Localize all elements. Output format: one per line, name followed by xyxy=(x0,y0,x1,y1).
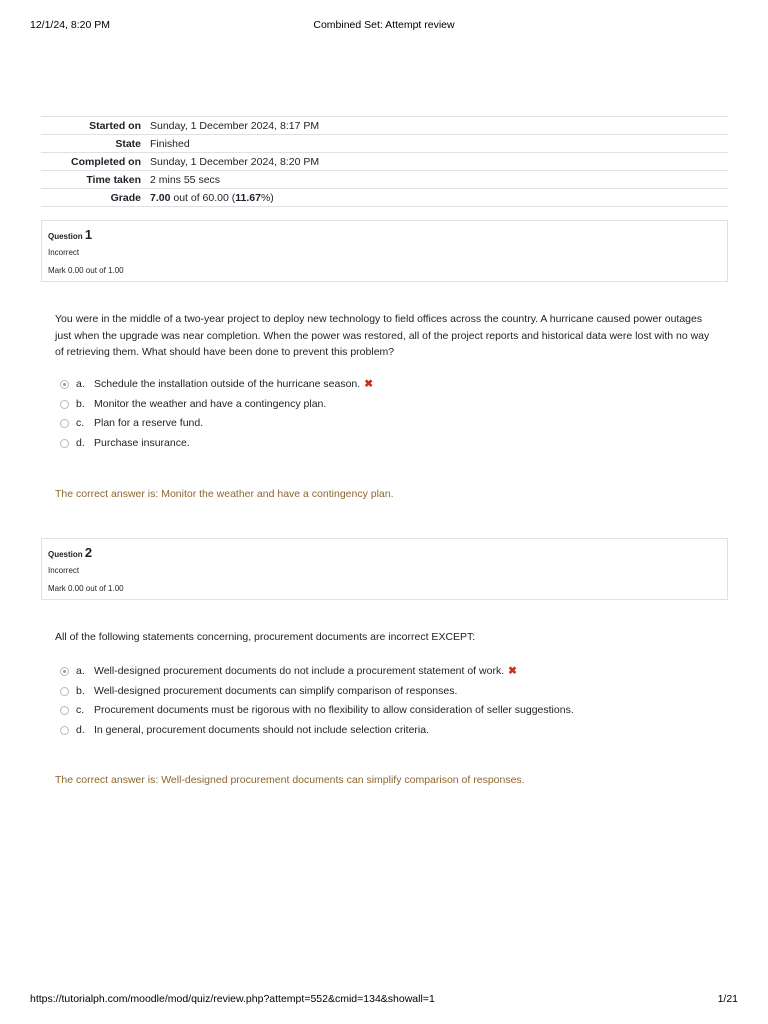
state-label: State xyxy=(115,137,141,150)
option-letter: c. xyxy=(76,704,85,716)
option-label: In general, procurement documents should not include selection criteria. xyxy=(94,723,430,736)
attempt-summary-table xyxy=(41,116,728,207)
incorrect-icon: ✖ xyxy=(364,378,373,390)
question-label: Question xyxy=(48,550,85,559)
option-letter: d. xyxy=(76,436,85,449)
started-value: Sunday, 1 December 2024, 8:17 PM xyxy=(150,119,320,132)
print-date: 12/1/24, 8:20 PM xyxy=(30,19,110,31)
question-state: Incorrect xyxy=(48,248,80,257)
summary-row-completed xyxy=(41,153,728,171)
option-label: Well-designed procurement documents do not include a procurement statement of work. xyxy=(94,665,505,677)
radio-button[interactable] xyxy=(60,687,69,696)
radio-button-checked[interactable] xyxy=(60,380,69,389)
grade-label: Grade xyxy=(110,191,141,204)
option-letter: a. xyxy=(76,378,85,390)
grade-outof: out of 60.00 ( xyxy=(170,191,236,204)
incorrect-icon: ✖ xyxy=(508,665,517,677)
correct-answer-feedback-2: The correct answer is: Well-designed procurement documents can simplify comparison of responses. xyxy=(55,774,525,786)
question-label: Question xyxy=(48,232,85,241)
page-number: 1/21 xyxy=(717,993,738,1005)
option-label: Purchase insurance. xyxy=(94,436,190,449)
print-title: Combined Set: Attempt review xyxy=(313,19,455,31)
state-value: Finished xyxy=(150,137,190,150)
question-info-2 xyxy=(41,538,728,600)
option-letter: b. xyxy=(76,684,85,697)
option-label: Schedule the installation outside of the hurricane season. xyxy=(94,378,361,390)
option-letter: d. xyxy=(76,723,85,736)
question-number-value: 1 xyxy=(84,227,93,242)
question-text-1: You were in the middle of a two-year project to deploy new technology to field offices across the country. A hurricane caused power outages just when the upgrade was near completion. When the power was restored, all of the project reports and historical data were lost with no way of retrieving them. What should have been done to prevent this problem? xyxy=(55,313,710,358)
grade-percent: 11.67 xyxy=(235,191,261,204)
option-label: Monitor the weather and have a contingency plan. xyxy=(94,397,327,410)
summary-row-time xyxy=(41,171,728,189)
question-text-2: All of the following statements concerning, procurement documents are incorrect EXCEPT: xyxy=(55,631,476,643)
option-text xyxy=(94,378,373,390)
radio-button[interactable] xyxy=(60,726,69,735)
option-label: Procurement documents must be rigorous with no flexibility to allow consideration of seller suggestions. xyxy=(94,704,574,716)
grade-score: 7.00 xyxy=(150,191,171,204)
started-label: Started on xyxy=(89,119,141,132)
question-number-value: 2 xyxy=(84,545,93,560)
question-number xyxy=(48,227,92,242)
radio-button[interactable] xyxy=(60,419,69,428)
page-url: https://tutorialph.com/moodle/mod/quiz/review.php?attempt=552&cmid=134&showall=1 xyxy=(30,993,435,1005)
radio-button[interactable] xyxy=(60,400,69,409)
summary-row-state xyxy=(41,135,728,153)
radio-button[interactable] xyxy=(60,439,69,448)
option-text xyxy=(94,665,517,677)
time-value: 2 mins 55 secs xyxy=(150,173,221,186)
completed-label: Completed on xyxy=(71,155,141,168)
summary-row-started xyxy=(41,117,728,135)
radio-button[interactable] xyxy=(60,706,69,715)
option-label: Plan for a reserve fund. xyxy=(94,417,204,429)
question-number xyxy=(48,545,92,560)
grade-value xyxy=(150,189,728,207)
grade-suffix: %) xyxy=(260,191,274,204)
completed-value: Sunday, 1 December 2024, 8:20 PM xyxy=(150,155,320,168)
question-mark: Mark 0.00 out of 1.00 xyxy=(48,266,124,275)
correct-answer-feedback-1: The correct answer is: Monitor the weather and have a contingency plan. xyxy=(55,488,394,500)
radio-button-checked[interactable] xyxy=(60,667,69,676)
question-mark: Mark 0.00 out of 1.00 xyxy=(48,584,124,593)
option-letter: b. xyxy=(76,397,85,410)
option-letter: a. xyxy=(76,665,85,677)
question-state: Incorrect xyxy=(48,566,80,575)
summary-row-grade xyxy=(41,189,728,207)
option-label: Well-designed procurement documents can simplify comparison of responses. xyxy=(94,684,458,697)
time-label: Time taken xyxy=(86,173,141,186)
question-info-1 xyxy=(41,220,728,282)
option-letter: c. xyxy=(76,417,85,429)
